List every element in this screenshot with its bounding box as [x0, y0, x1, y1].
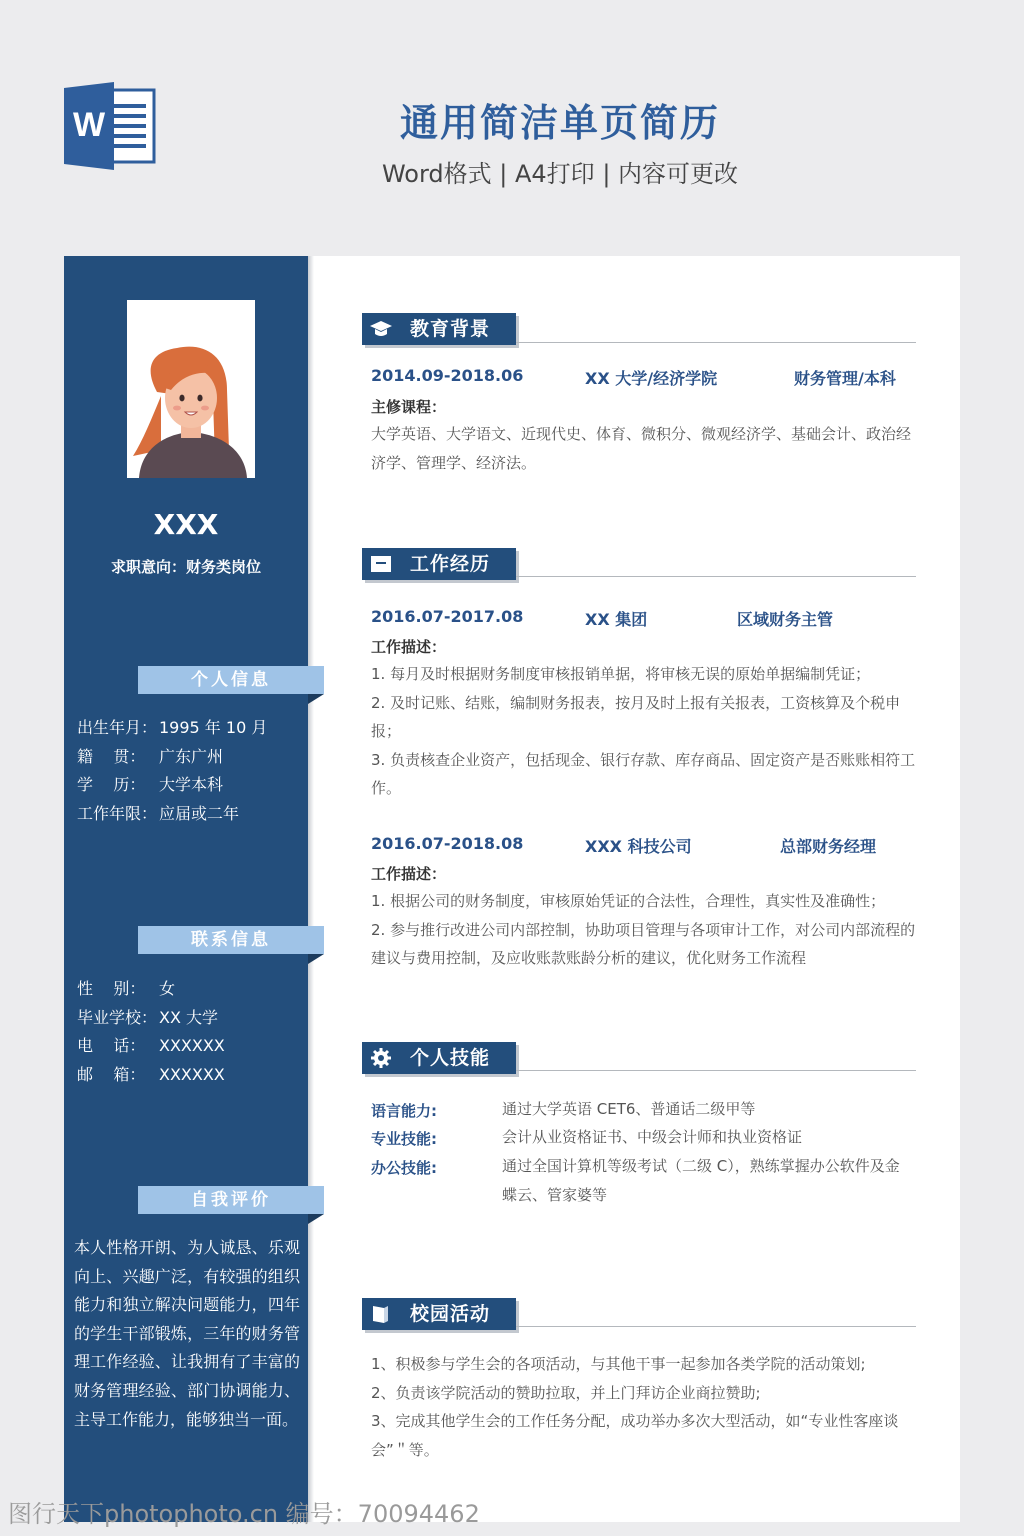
contact-row-gender [77, 975, 302, 1004]
info-value: 广东广州 [159, 746, 224, 766]
education-heading-text: 教育背景 [410, 318, 491, 340]
info-key: 籍 贯： [77, 746, 146, 766]
avatar [127, 300, 255, 478]
skill-office-key: 办公技能: [371, 1159, 437, 1177]
education-major: 财务管理/本科 [794, 369, 896, 388]
campus-heading-text: 校园活动 [410, 1303, 491, 1325]
self-evaluation-text: 本人性格开朗、为人诚恳、乐观向上、兴趣广泛，有较强的组织能力和独立解决问题能力，四年的学生干部锻炼，三年的财务管理工作经验、让我拥有了丰富的财务管理经验、部门协调能力、主导工作能力，能够独当一面。 [74, 1238, 300, 1429]
job1-desc [371, 660, 919, 803]
campus-divider [516, 1326, 916, 1327]
job1-line: 2. 及时记账、结账，编制财务报表，按月及时上报有关报表，工资核算及个税申报； [371, 693, 901, 741]
skill-language-key: 语言能力: [371, 1102, 437, 1120]
info-key: 工作年限： [77, 803, 158, 823]
contact-value: XXXXXX [159, 1036, 225, 1056]
skill-professional-value: 会计从业资格证书、中级会计师和执业资格证 [502, 1128, 803, 1146]
gear-icon [370, 1048, 392, 1068]
skills-divider [516, 1070, 916, 1071]
contact-info-heading: 联系信息 [138, 926, 324, 954]
info-value: 应届或二年 [159, 803, 240, 823]
job2-line: 2. 参与推行改进公司内部控制，协助项目管理与各项审计工作，对公司内部流程的建议与费用控制，及应收账款账龄分析的建议，优化财务工作流程 [371, 920, 916, 968]
graduation-cap-icon [370, 319, 392, 339]
book-icon [370, 1304, 392, 1324]
contact-value: 女 [159, 979, 176, 998]
work-heading [362, 548, 516, 580]
sidebar-shadow [308, 256, 314, 1522]
campus-list [371, 1350, 919, 1464]
job-intent: 求职意向：财务类岗位 [110, 558, 261, 576]
resume-sidebar [64, 256, 308, 1522]
word-logo-icon [64, 82, 156, 170]
personal-info-list [77, 714, 302, 828]
watermark: 图行天下photophoto.cn 编号：70094462 [8, 1500, 480, 1528]
education-date: 2014.09-2018.06 [371, 366, 524, 385]
education-divider [516, 342, 916, 343]
info-row-origin [77, 743, 302, 772]
job2-line: 1. 根据公司的财务制度，审核原始凭证的合法性，合理性，真实性及准确性； [371, 892, 886, 910]
contact-key: 邮 箱： [77, 1064, 146, 1084]
job2-company: XXX 科技公司 [585, 837, 692, 856]
job2-desc-label: 工作描述： [371, 865, 447, 883]
page-title: 通用简洁单页简历 [399, 101, 720, 145]
campus-heading [362, 1298, 516, 1330]
skills-heading-text: 个人技能 [410, 1047, 491, 1069]
info-row-years [77, 800, 302, 829]
self-eval-heading: 自我评价 [138, 1186, 324, 1214]
contact-row-phone [77, 1032, 302, 1061]
contact-value: XX 大学 [159, 1007, 219, 1027]
education-heading [362, 313, 516, 345]
job1-line: 3. 负责核查企业资产，包括现金、银行存款、库存商品、固定资产是否账账相符工作。 [371, 750, 916, 798]
contact-value: XXXXXX [159, 1064, 225, 1084]
info-value: 1995 年 10 月 [159, 718, 268, 737]
info-key: 出生年月： [77, 718, 158, 737]
campus-line: 2、负责该学院活动的赞助拉取，并上门拜访企业商拉赞助; [371, 1383, 761, 1402]
campus-line: 1、积极参与学生会的各项活动，与其他干事一起参加各类学院的活动策划; [371, 1355, 866, 1373]
skills-heading [362, 1042, 516, 1074]
info-value: 大学本科 [159, 775, 224, 795]
work-heading-text: 工作经历 [410, 553, 491, 575]
page-subtitle: Word格式 | A4打印 | 内容可更改 [381, 160, 739, 188]
info-row-birth [77, 714, 302, 743]
skill-language-value: 通过大学英语 CET6、普通话二级甲等 [502, 1100, 756, 1118]
contact-info-list [77, 975, 302, 1089]
job1-line: 1. 每月及时根据财务制度审核报销单据，将审核无误的原始单据编制凭证； [371, 665, 871, 683]
resume-sheet [64, 256, 960, 1522]
contact-key: 毕业学校： [77, 1007, 158, 1027]
courses-label: 主修课程： [371, 398, 447, 416]
personal-info-heading: 个人信息 [138, 666, 324, 694]
info-row-education [77, 771, 302, 800]
job1-desc-label: 工作描述： [371, 638, 447, 656]
contact-row-email [77, 1061, 302, 1090]
work-divider [516, 576, 916, 577]
job2-title: 总部财务经理 [780, 837, 877, 856]
info-key: 学 历： [77, 775, 146, 795]
job2-desc [371, 887, 919, 973]
skill-office-value: 通过全国计算机等级考试（二级 C），熟练掌握办公软件及金蝶云、管家婆等 [502, 1157, 900, 1204]
job1-date: 2016.07-2017.08 [371, 607, 524, 626]
briefcase-icon [370, 554, 392, 574]
contact-key: 性 别： [77, 979, 146, 998]
contact-key: 电 话： [77, 1036, 146, 1056]
word-logo-letter: W [72, 106, 106, 144]
education-school: XX 大学/经济学院 [585, 369, 718, 388]
campus-line: 3、完成其他学生会的工作任务分配，成功举办多次大型活动，如“专业性客座谈会”＂等。 [371, 1412, 899, 1459]
skill-professional-key: 专业技能: [371, 1130, 437, 1148]
job2-date: 2016.07-2018.08 [371, 834, 524, 853]
courses-text: 大学英语、大学语文、近现代史、体育、微积分、微观经济学、基础会计、政治经济学、管理学、经济法。 [371, 425, 912, 472]
contact-row-school [77, 1004, 302, 1033]
candidate-name: XXX [153, 508, 219, 541]
job1-company: XX 集团 [585, 610, 648, 629]
job1-title: 区域财务主管 [737, 610, 834, 629]
